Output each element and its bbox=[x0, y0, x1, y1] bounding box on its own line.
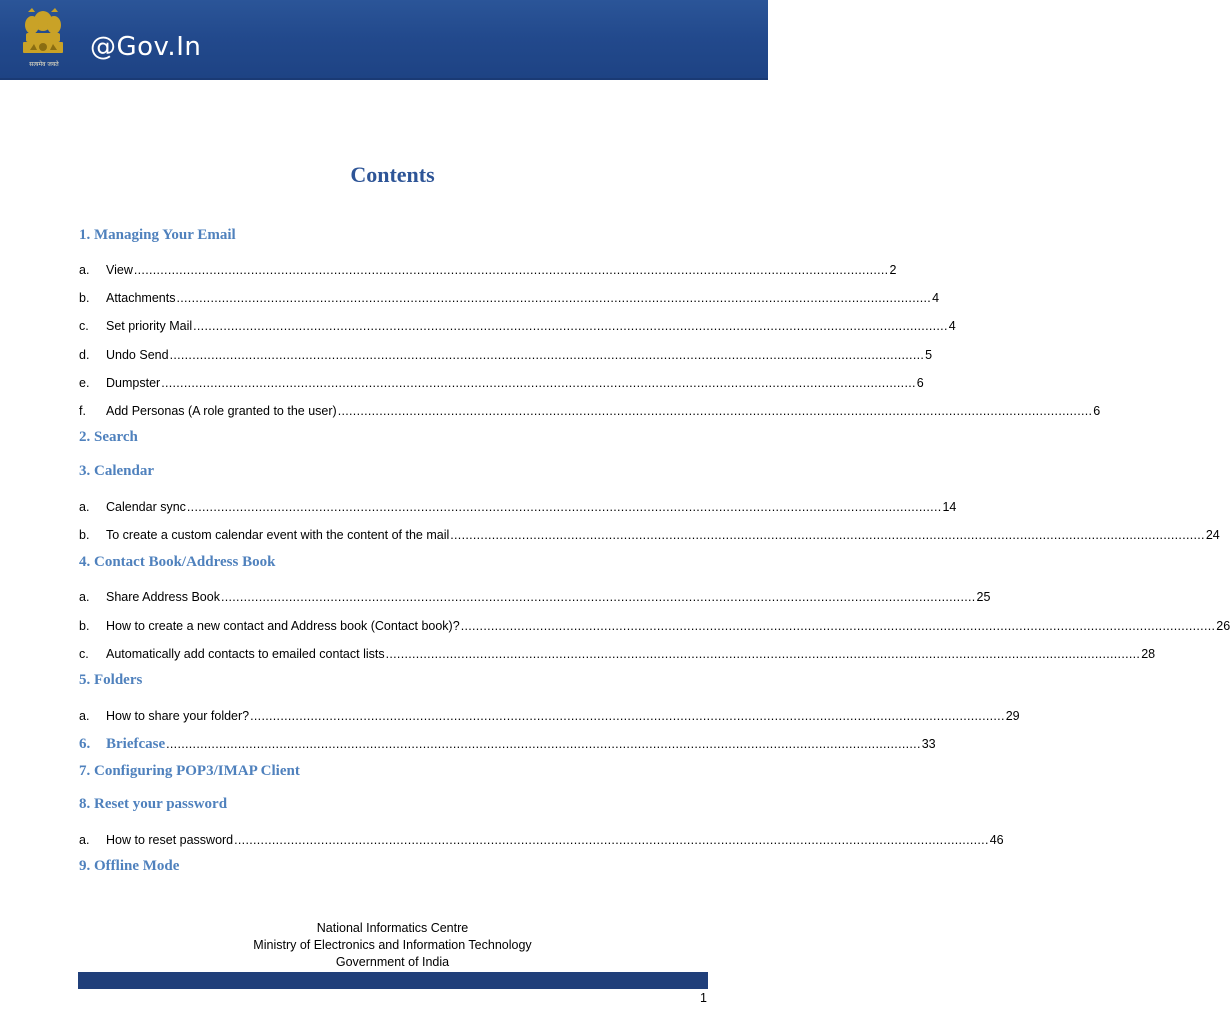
entry-letter: b. bbox=[79, 528, 90, 542]
toc-entry[interactable] bbox=[79, 617, 1230, 635]
footer-bar bbox=[78, 972, 708, 989]
entry-label: Calendar sync bbox=[106, 500, 186, 514]
entry-page: 46 bbox=[989, 833, 1004, 847]
footer-ministry: Ministry of Electronics and Information Technology bbox=[253, 938, 532, 952]
entry-letter: d. bbox=[79, 348, 90, 362]
entry-page: 4 bbox=[932, 291, 940, 305]
toc-entry[interactable] bbox=[79, 261, 897, 279]
toc-entry[interactable] bbox=[79, 498, 957, 516]
entry-letter: e. bbox=[79, 376, 90, 390]
section-heading-pop3-imap[interactable]: 7. Configuring POP3/IMAP Client bbox=[79, 763, 300, 779]
toc-entry[interactable] bbox=[79, 317, 956, 335]
entry-label: Dumpster bbox=[106, 376, 161, 390]
entry-label: How to share your folder? bbox=[106, 709, 250, 723]
entry-page: 4 bbox=[948, 319, 956, 333]
dot-leader: ........................................................................................................................................................................................................ bbox=[161, 376, 916, 390]
entry-label: Undo Send bbox=[106, 348, 169, 362]
entry-page: 26 bbox=[1216, 619, 1230, 633]
toc-entry[interactable] bbox=[79, 707, 1020, 725]
entry-page: 6 bbox=[916, 376, 924, 390]
entry-page: 2 bbox=[889, 263, 897, 277]
toc-entry[interactable] bbox=[79, 645, 1156, 663]
entry-letter: a. bbox=[79, 709, 90, 723]
entry-page: 14 bbox=[942, 500, 957, 514]
entry-label: Share Address Book bbox=[106, 590, 220, 604]
entry-label: Set priority Mail bbox=[106, 319, 193, 333]
entry-label: View bbox=[106, 263, 133, 277]
section-heading-contact-book[interactable]: 4. Contact Book/Address Book bbox=[79, 554, 276, 570]
entry-page: 28 bbox=[1141, 647, 1156, 661]
entry-letter: c. bbox=[79, 319, 89, 333]
toc-entry[interactable] bbox=[79, 289, 940, 307]
entry-letter: b. bbox=[79, 291, 90, 305]
toc-entry[interactable] bbox=[79, 588, 991, 606]
section-heading-offline-mode[interactable]: 9. Offline Mode bbox=[79, 858, 180, 874]
dot-leader: ........................................................................................................................................................................................................ bbox=[250, 709, 1005, 723]
dot-leader: ........................................................................................................................................................................................................ bbox=[186, 500, 942, 514]
footer-government: Government of India bbox=[335, 955, 450, 969]
dot-leader: ........................................................................................................................................................................................................ bbox=[169, 348, 925, 362]
dot-leader: ........................................................................................................................................................................................................ bbox=[166, 737, 921, 751]
entry-label: How to create a new contact and Address book (Contact book)? bbox=[106, 619, 460, 633]
entry-label: To create a custom calendar event with the content of the mail bbox=[106, 528, 450, 542]
toc-entry[interactable] bbox=[79, 831, 1004, 849]
entry-page: 6 bbox=[1093, 404, 1101, 418]
dot-leader: ........................................................................................................................................................................................................ bbox=[193, 319, 948, 333]
toc-entry[interactable] bbox=[79, 526, 1220, 544]
entry-letter: a. bbox=[79, 500, 90, 514]
entry-page: 25 bbox=[976, 590, 991, 604]
dot-leader: ........................................................................................................................................................................................................ bbox=[460, 619, 1216, 633]
footer-organization: National Informatics Centre bbox=[316, 921, 469, 935]
entry-page: 24 bbox=[1205, 528, 1220, 542]
section-heading-managing-email[interactable]: 1. Managing Your Email bbox=[79, 227, 236, 243]
section-heading-folders[interactable]: 5. Folders bbox=[79, 672, 143, 688]
entry-page: 5 bbox=[925, 348, 933, 362]
dot-leader: ........................................................................................................................................................................................................ bbox=[450, 528, 1205, 542]
entry-letter: a. bbox=[79, 263, 90, 277]
section-heading-reset-password[interactable]: 8. Reset your password bbox=[79, 796, 228, 812]
dot-leader: ........................................................................................................................................................................................................ bbox=[337, 404, 1093, 418]
entry-label: Add Personas (A role granted to the user) bbox=[106, 404, 337, 418]
page-number: 1 bbox=[700, 991, 707, 1005]
entry-label: Automatically add contacts to emailed contact lists bbox=[106, 647, 385, 661]
entry-letter: a. bbox=[79, 833, 90, 847]
section-heading-search[interactable]: 2. Search bbox=[79, 429, 138, 445]
dot-leader: ........................................................................................................................................................................................................ bbox=[385, 647, 1141, 661]
toc-entry[interactable] bbox=[79, 402, 1101, 420]
entry-letter: b. bbox=[79, 619, 90, 633]
entry-page: 29 bbox=[1005, 709, 1020, 723]
entry-letter: f. bbox=[79, 404, 86, 418]
entry-label: Attachments bbox=[106, 291, 176, 305]
emblem-caption: सत्यमेव जयते bbox=[29, 61, 59, 68]
section-heading-briefcase[interactable] bbox=[79, 734, 936, 754]
toc-title: Contents bbox=[350, 162, 435, 187]
toc-entry[interactable] bbox=[79, 346, 933, 364]
entry-page: 33 bbox=[921, 737, 936, 751]
brand-name: @Gov.In bbox=[90, 32, 202, 62]
entry-letter: c. bbox=[79, 647, 89, 661]
toc-entry[interactable] bbox=[79, 374, 924, 392]
dot-leader: ........................................................................................................................................................................................................ bbox=[133, 263, 889, 277]
section-heading-calendar[interactable]: 3. Calendar bbox=[79, 463, 154, 479]
section-label: Briefcase bbox=[106, 736, 166, 752]
entry-label: How to reset password bbox=[106, 833, 234, 847]
entry-letter: a. bbox=[79, 590, 90, 604]
dot-leader: ........................................................................................................................................................................................................ bbox=[220, 590, 976, 604]
dot-leader: ........................................................................................................................................................................................................ bbox=[234, 833, 989, 847]
header-banner bbox=[0, 0, 768, 80]
section-number: 6. bbox=[79, 736, 91, 752]
dot-leader: ........................................................................................................................................................................................................ bbox=[176, 291, 932, 305]
